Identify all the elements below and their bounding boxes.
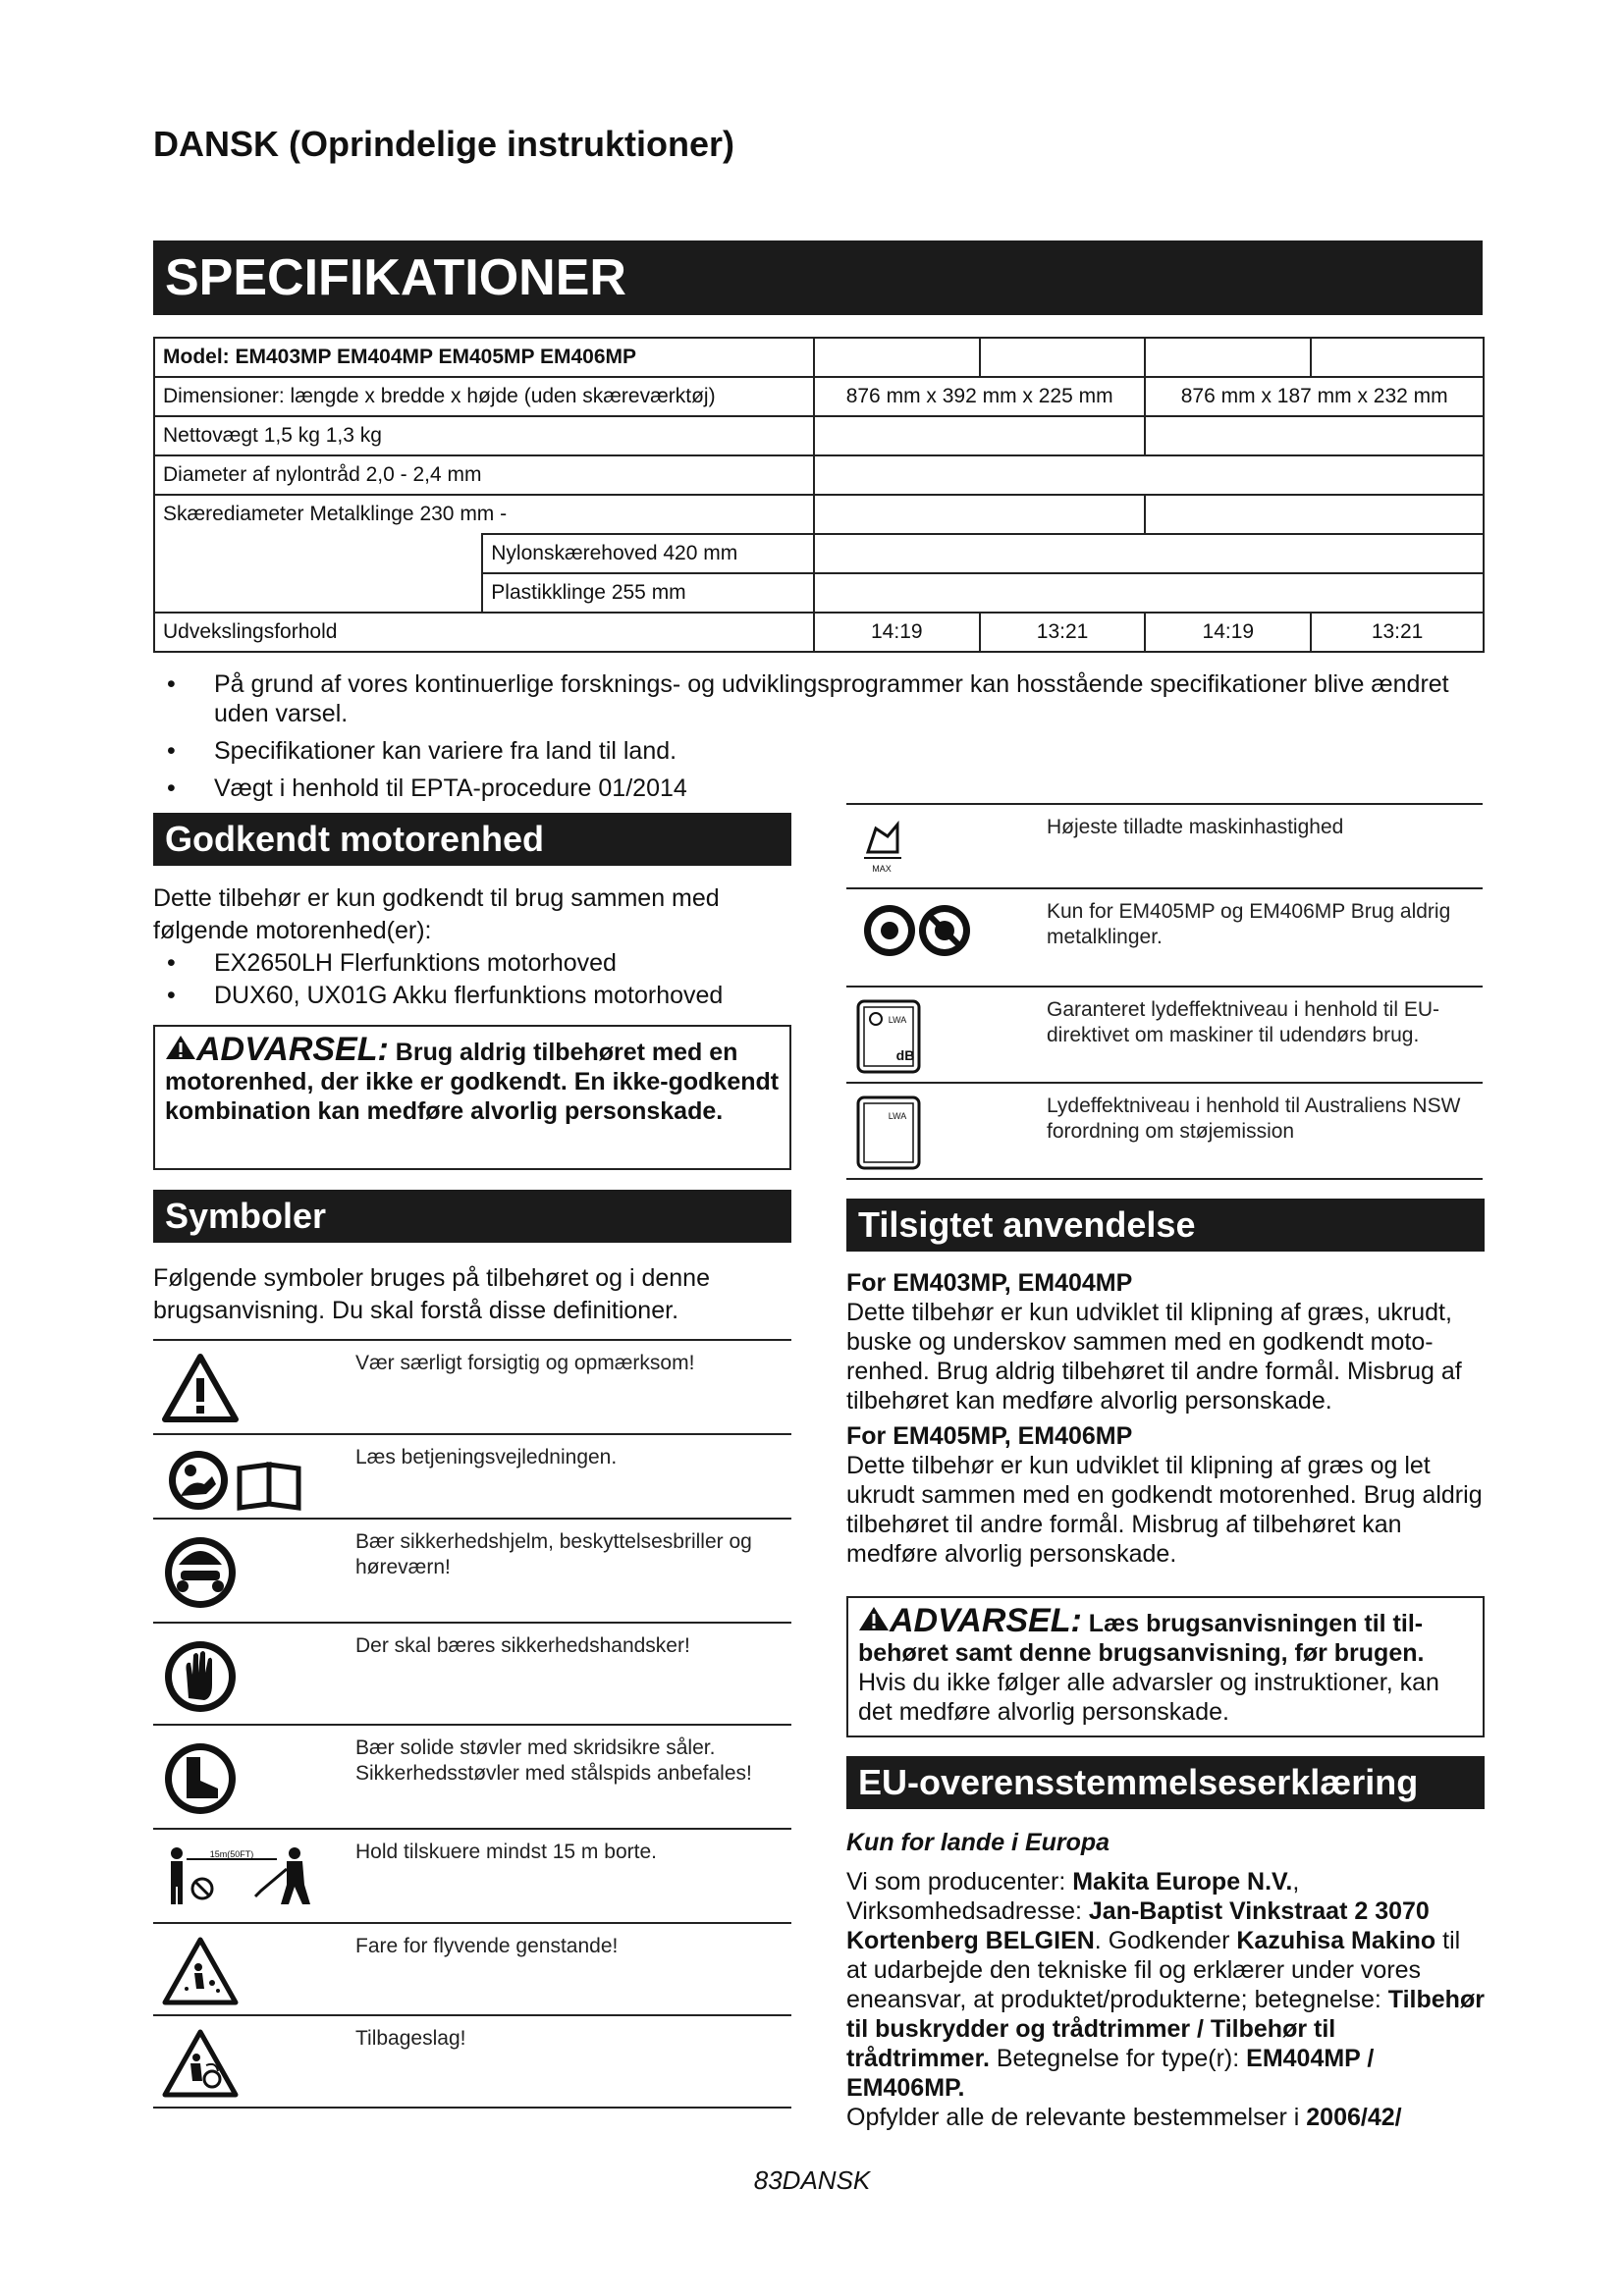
eu-declaration-text: Vi som producenter: Makita Europe N.V., Virksomhedsadresse: Jan-Baptist Vinkstraat 2 3070 Kortenberg BELGIEN. Godkender Kazuhisa Makino til at udarbejde den tekniske fil og erklærer under vores eneansvar, at produktet/produkterne; betegnelse: Tilbehør til buskrydder og trådtrimmer / Tilbehør til trådtrimmer. Betegnelse for type(r): EM404MP / EM406MP. Opfylder alle de relevante bestemmelser i 2006/42/ [846,1868,1485,2131]
nylon-head-label: Nylonskærehoved 420 mm [482,534,814,573]
intended-use-subheading: For EM403MP, EM404MP [846,1269,1133,1297]
warning-label: ADVARSEL: [890,1602,1082,1639]
gear-ratio-value: 14:19 [1145,613,1311,652]
bystander-distance-icon [161,1840,318,1908]
sound-power-label: LWA [888,1015,907,1025]
symbol-text: Bær sikkerhedshjelm, beskyttelsesbriller og høreværn! [355,1530,752,1578]
flying-objects-icon [161,1934,240,2008]
svg-text:dB: dB [895,1047,915,1063]
eu-directive: 2006/42/ [1306,2104,1402,2131]
intended-use-text: Dette tilbehør er kun udviklet til klipning af græs, ukrudt, buske og underskov sammen med en godkendt moto-renhed. Brug aldrig tilbehøret til andre formål. Misbrug af tilbehøret kan medføre alvorlig personskade. [846,1299,1462,1415]
motor-warning-box [153,1025,791,1170]
eu-text: betegnelse: [1254,1986,1381,2013]
symbol-row [153,1724,791,1828]
eu-only-label: Kun for lande i Europa [846,1829,1110,1856]
gear-ratio-value: 13:21 [1311,613,1484,652]
symbol-text: Højeste tilladte maskinhastighed [1047,816,1344,838]
sound-power-label: LWA [888,1111,907,1121]
symbols-table [153,1339,791,2109]
plastic-blade-label: Plastikklinge 255 mm [482,573,814,613]
specifications-heading: SPECIFIKATIONER [153,240,1483,315]
eu-address: Jan-Baptist Vinkstraat 2 3070 Kortenberg BELGIEN [846,1897,1430,1954]
symbol-text: Vær særligt forsigtig og opmærksom! [355,1352,695,1374]
symbol-text: Læs betjeningsvejledningen. [355,1446,618,1468]
weight-label: Nettovægt 1,5 kg 1,3 kg [154,416,814,455]
intended-use-subheading: For EM405MP, EM406MP [846,1422,1133,1450]
spec-note: • Specifikationer kan variere fra land til land. [153,736,1489,766]
warning-triangle-icon [161,1351,240,1425]
spec-note: • På grund af vores kontinuerlige forsknings- og udviklingsprogrammer kan hosstående specifikationer blive ændret uden varsel. [153,669,1489,728]
eu-designation: Tilbehør til buskrydder og trådtrimmer / Tilbehør til trådtrimmer. [846,1986,1485,2072]
symbol-text: Der skal bæres sikkerhedshandsker! [355,1634,690,1657]
read-manual-icon [161,1445,328,1514]
intended-use-text: Dette tilbehør er kun udviklet til klipning af græs og let ukrudt sammen med en godkendt motorenhed. Brug aldrig tilbehøret til andre formål. Misbrug af tilbehøret kan medføre alvorlig personskade. [846,1452,1483,1568]
eu-declaration-section [846,1828,1485,2132]
symbol-row [846,803,1483,887]
motor-list-item: • DUX60, UX01G Akku flerfunktions motorhoved [153,980,791,1012]
symbol-text: Garanteret lydeffektniveau i henhold til EU-direktivet om maskiner til udendørs brug. [1047,998,1440,1046]
cut-diameter-label: Skærediameter Metalklinge 230 mm - [154,495,814,534]
symbols-intro: Følgende symboler bruges på tilbehøret og i denne brugsanvisning. Du skal forstå disse definitioner. [153,1264,710,1324]
warning-text: Hvis du ikke følger alle advarsler og instruktioner, kan det medføre alvorlig personskade. [858,1669,1439,1726]
specifications-table [153,337,1485,653]
dimensions-value-2: 876 mm x 187 mm x 232 mm [1145,377,1484,416]
helmet-goggles-ear-protection-icon [161,1529,240,1612]
max-speed-label: MAX [872,864,892,874]
symbol-row [846,887,1483,986]
warning-icon [858,1610,890,1637]
spec-notes [153,669,1489,811]
symbol-text: Lydeffektniveau i henhold til Australiens NSW forordning om støjemission [1047,1095,1461,1143]
max-speed-icon [854,815,913,880]
symbol-text: Fare for flyvende genstande! [355,1935,619,1957]
eu-declaration-heading: EU-overensstemmelseserklæring [846,1756,1485,1809]
symbol-row [153,1518,791,1622]
symbol-text: Bær solide støvler med skridsikre såler. Sikkerhedsstøvler med stålspids anbefales! [355,1736,752,1785]
warning-icon [165,1039,196,1066]
page-language-title: DANSK (Oprindelige instruktioner) [153,124,735,164]
symbol-text: Hold tilskuere mindst 15 m borte. [355,1841,657,1863]
page-footer: 83DANSK [753,2165,871,2195]
symbol-text: Tilbageslag! [355,2027,466,2050]
approved-motor-section [153,882,791,1012]
intended-use-section [846,1268,1485,1569]
usage-warning-box [846,1596,1485,1737]
nylon-diameter-label: Diameter af nylontråd 2,0 - 2,4 mm [154,455,814,495]
symbol-row [846,1082,1483,1180]
symbol-row [153,1433,791,1518]
eu-text: Godkender [1108,1927,1230,1954]
eu-text: Vi som producenter: [846,1868,1066,1896]
no-metal-blade-icon [854,899,982,962]
dimensions-value-1: 876 mm x 392 mm x 225 mm [814,377,1146,416]
dimensions-label: Dimensioner: længde x bredde x højde (uden skæreværktøj) [154,377,814,416]
model-label: Model: EM403MP EM404MP EM405MP EM406MP [154,338,814,377]
eu-text: til at udarbejde den tekniske fil og erklærer under vores eneansvar, at produktet/produkterne; [846,1927,1461,2013]
eu-text: Opfylder alle de relevante bestemmelser i [846,2104,1300,2131]
warning-label: ADVARSEL: [196,1031,389,1068]
gloves-icon [161,1633,240,1716]
eu-text: Virksomhedsadresse: [846,1897,1082,1925]
sound-power-eu-icon [854,997,925,1076]
warning-text: Brug aldrig tilbehøret med en motorenhed, der ikke er godkendt. En ikke-godkendt kombination kan medføre alvorlig personskade. [165,1039,780,1125]
symbol-row [153,1622,791,1724]
spec-note: • Vægt i henhold til EPTA-procedure 01/2014 [153,774,1489,803]
gear-ratio-value: 14:19 [814,613,980,652]
intended-use-heading: Tilsigtet anvendelse [846,1199,1485,1252]
symbols-heading: Symboler [153,1190,791,1243]
eu-type: EM404MP / EM406MP. [846,2045,1375,2102]
eu-company: Makita Europe N.V. [1072,1868,1293,1896]
boots-icon [161,1735,240,1818]
symbols-table-right [846,803,1483,1180]
eu-text: Betegnelse for type(r): [996,2045,1240,2072]
symbol-row [153,1922,791,2014]
symbol-row [153,2014,791,2109]
approved-motor-intro: Dette tilbehør er kun godkendt til brug sammen med følgende motorenhed(er): [153,884,720,944]
symbol-row [153,1339,791,1433]
gear-ratio-label: Udvekslingsforhold [154,613,814,652]
approved-motor-heading: Godkendt motorenhed [153,813,791,866]
eu-person: Kazuhisa Makino [1236,1927,1436,1954]
warning-bold-text: Læs brugsanvisningen til til-behøret samt denne brugsanvisning, før brugen. [858,1610,1425,1667]
motor-list-item: • EX2650LH Flerfunktions motorhoved [153,947,791,980]
symbol-text: Kun for EM405MP og EM406MP Brug aldrig metalklinger. [1047,900,1451,948]
symbol-row [153,1828,791,1922]
symbol-row [846,986,1483,1082]
kickback-icon [161,2026,240,2101]
distance-label: 15m(50FT) [209,1849,254,1859]
gear-ratio-value: 13:21 [980,613,1146,652]
sound-power-nsw-icon [854,1094,925,1172]
